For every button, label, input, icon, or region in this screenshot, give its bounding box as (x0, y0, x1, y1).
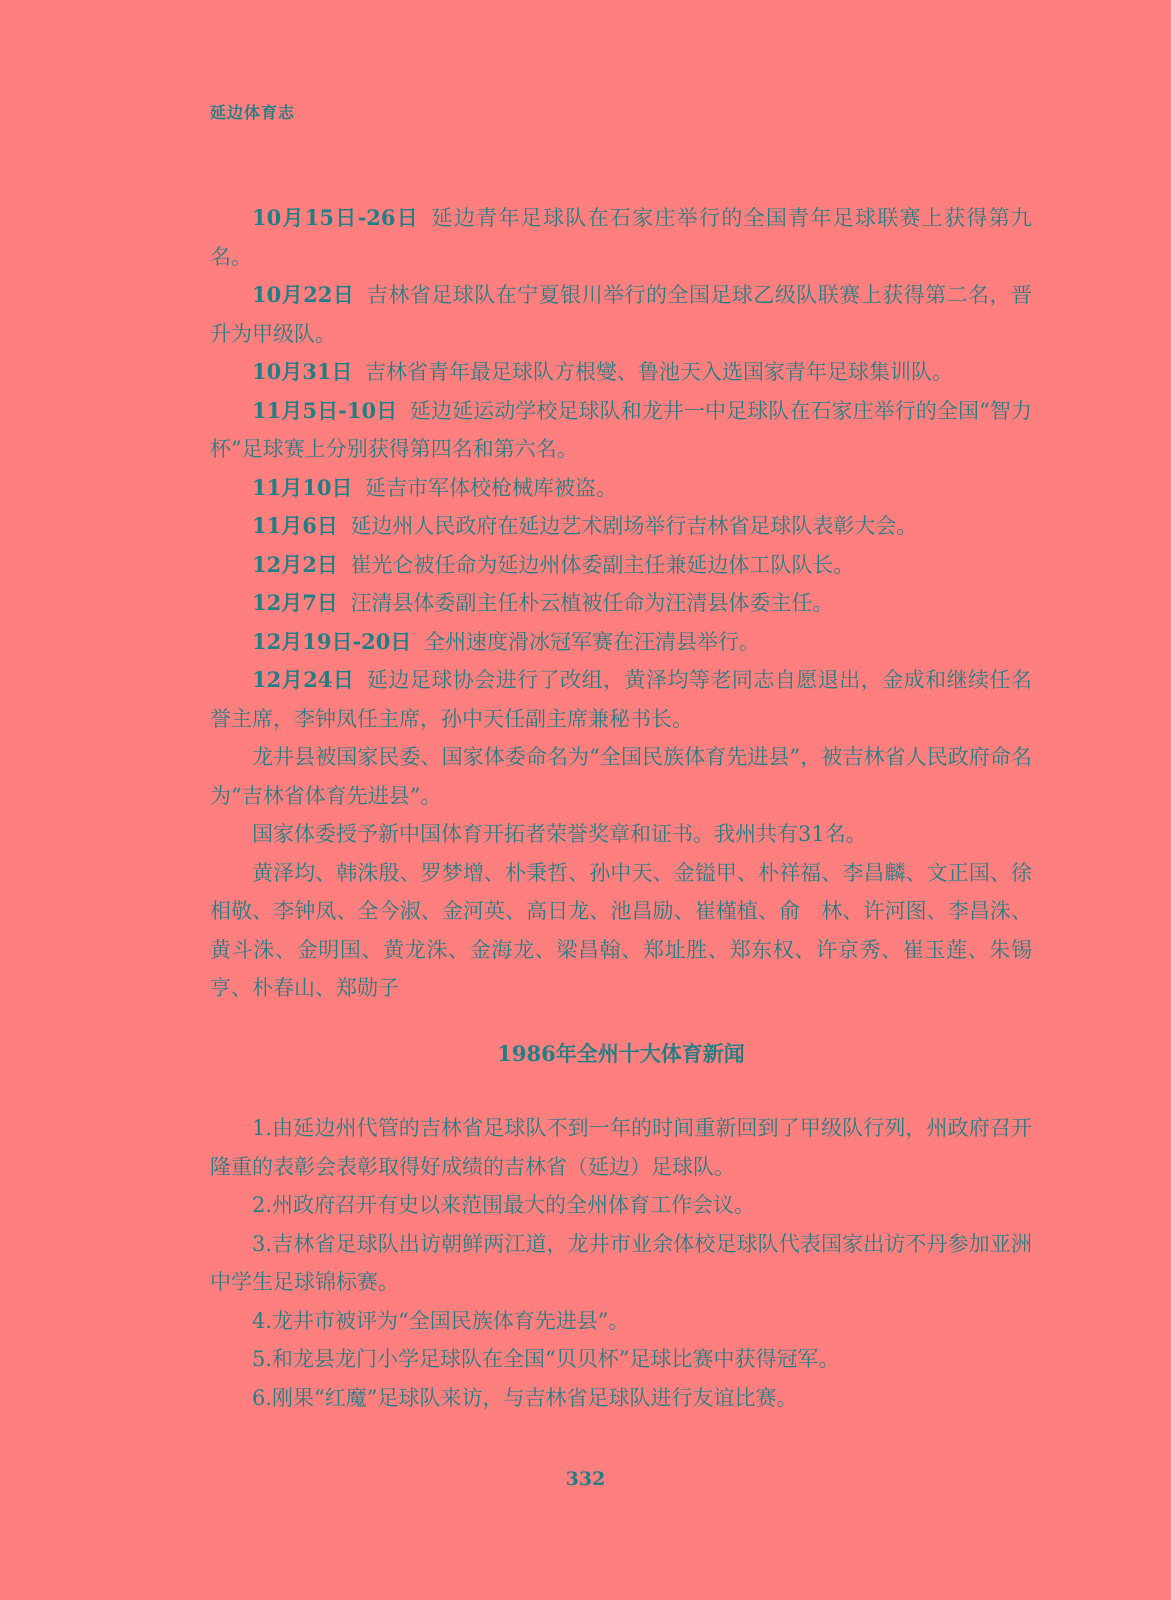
entry-text: 延吉市军体校枪械库被盗。 (365, 475, 618, 500)
entry-date: 12月19日-20日 (252, 628, 412, 654)
body-paragraph: 国家体委授予新中国体育开拓者荣誉奖章和证书。我州共有31名。 (252, 822, 867, 846)
news-item: 4.龙井市被评为“全国民族体育先进县”。 (252, 1308, 630, 1333)
entry-date: 10月15日-26日 (252, 205, 420, 230)
chronicle-entry (210, 623, 1032, 662)
entry-date: 12月2日 (252, 551, 338, 577)
chronicle-entry (210, 353, 1032, 392)
news-item: 2.州政府召开有史以来范围最大的全州体育工作会议。 (252, 1193, 756, 1217)
section-title: 1986年全州十大体育新闻 (497, 1040, 745, 1066)
entry-text: 吉林省青年最足球队方根燮、鲁池天入选国家青年足球集训队。 (365, 360, 954, 384)
entry-date: 11月6日 (252, 513, 338, 538)
entry-text: 延边青年足球队在石家庄举行的全国青年足球联赛上获得第九名。 (210, 206, 1032, 269)
news-item: 6.刚果“红魔”足球队来访，与吉林省足球队进行友谊比赛。 (252, 1385, 798, 1410)
news-list (210, 1109, 1032, 1417)
entry-text: 吉林省足球队在宁夏银川举行的全国足球乙级队联赛上获得第二名，晋升为甲级队。 (210, 283, 1032, 346)
entry-date: 10月31日 (252, 359, 353, 384)
news-item: 3.吉林省足球队出访朝鲜两江道，龙井市业余体校足球队代表国家出访不丹参加亚洲中学生足球锦标赛。 (210, 1231, 1032, 1294)
chronicle-entry (210, 661, 1032, 738)
chronicle-entry (210, 584, 1032, 623)
entry-date: 12月7日 (252, 590, 338, 615)
chronicle-entry (210, 507, 1032, 546)
entry-date: 11月5日-10日 (252, 397, 398, 423)
news-item: 5.和龙县龙门小学足球队在全国“贝贝杯”足球比赛中获得冠军。 (252, 1347, 840, 1371)
news-item: 1.由延边州代管的吉林省足球队不到一年的时间重新回到了甲级队行列，州政府召开隆重的表彰会表彰取得好成绩的吉林省（延边）足球队。 (210, 1116, 1032, 1179)
entry-date: 11月10日 (252, 474, 353, 500)
page-body (210, 199, 1032, 1417)
chronicle-entry (210, 199, 1032, 276)
entry-text: 延边足球协会进行了改组，黄泽均等老同志自愿退出，金成和继续任名誉主席，李钟凤任主席，孙中天任副主席兼秘书长。 (210, 668, 1032, 731)
entry-text: 汪清县体委副主任朴云植被任命为汪清县体委主任。 (350, 591, 834, 615)
chronicle-entry (210, 392, 1032, 469)
chronicle-entry (210, 546, 1032, 585)
entry-text: 延边州人民政府在延边艺术剧场举行吉林省足球队表彰大会。 (350, 514, 918, 538)
running-head: 延边体育志 (210, 103, 296, 122)
body-paragraph: 龙井县被国家民委、国家体委命名为“全国民族体育先进县”，被吉林省人民政府命名为“吉林省体育先进县”。 (210, 745, 1032, 808)
entry-text: 崔光仑被任命为延边州体委副主任兼延边体工队队长。 (350, 552, 855, 577)
page-number: 332 (565, 1468, 606, 1490)
honoree-list: 黄泽均、韩洙殷、罗梦增、朴秉哲、孙中天、金镒甲、朴祥福、李昌麟、文正国、徐相敬、李钟凤、全今淑、金河英、高日龙、池昌励、崔槿植、俞 林、许河图、李昌洙、黄斗洙、金明国、黄龙洙、金海龙、梁昌翰、郑址胜、郑东权、许京秀、崔玉莲、朱锡亨、朴春山、郑勋子 (210, 860, 1032, 1000)
entry-date: 10月22日 (252, 282, 355, 307)
entry-text: 延边延运动学校足球队和龙井一中足球队在石家庄举行的全国“智力杯”足球赛上分别获得第四名和第六名。 (210, 398, 1033, 461)
chronicle-entry (210, 276, 1032, 353)
chronicle-entry (210, 469, 1032, 508)
entry-text: 全州速度滑冰冠军赛在汪清县举行。 (423, 629, 760, 654)
entry-date: 12月24日 (252, 667, 355, 692)
